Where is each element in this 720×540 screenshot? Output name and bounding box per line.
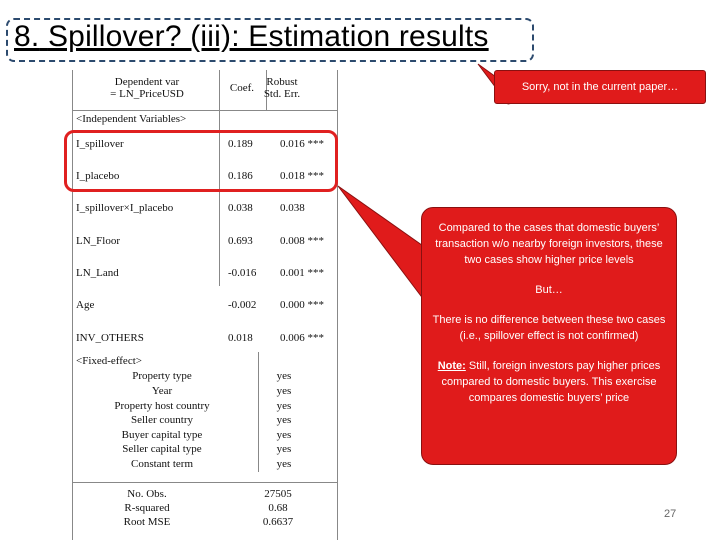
stat-value: 0.68 — [268, 502, 288, 514]
fe-value: yes — [276, 429, 292, 441]
page-number: 27 — [664, 508, 677, 520]
slide-title-number: 8. — [14, 20, 40, 53]
row-name: I_spillover×I_placebo — [76, 202, 174, 214]
fe-label: Seller capital type — [122, 443, 202, 455]
stat-label: Root MSE — [123, 516, 171, 528]
callout-big-paragraph-3: There is no difference between these two cases (i.e., spillover effect is not confirmed) — [432, 314, 666, 342]
row-coef: 0.038 — [228, 202, 253, 214]
row-se: 0.038 — [280, 202, 305, 214]
fe-value: yes — [276, 414, 292, 426]
row-coef: 0.018 — [228, 332, 253, 344]
row-name: INV_OTHERS — [76, 332, 144, 344]
slide-title-text: Spillover? (iii): Estimation results — [47, 20, 489, 53]
fe-value: yes — [276, 443, 292, 455]
note-label: Note: — [437, 360, 466, 372]
fe-value: yes — [276, 385, 292, 397]
row-se: 0.016 *** — [280, 138, 324, 150]
row-name: Age — [76, 299, 95, 311]
fe-label: Year — [151, 385, 173, 397]
callout-big-paragraph-1: Compared to the cases that domestic buyers’ transaction w/o nearby foreign investors, these two cases show higher price levels — [435, 222, 663, 266]
row-se: 0.018 *** — [280, 170, 324, 182]
stat-label: R-squared — [124, 502, 170, 514]
row-se: 0.000 *** — [280, 299, 324, 311]
row-name: I_spillover — [76, 138, 124, 150]
row-name: I_placebo — [76, 170, 120, 182]
header-se-line1: Robust — [266, 76, 298, 88]
row-name: LN_Floor — [76, 235, 120, 247]
row-se: 0.001 *** — [280, 267, 324, 279]
fe-label: Buyer capital type — [121, 429, 203, 441]
header-se-line2: Std. Err. — [263, 88, 301, 100]
big-callout-tail — [338, 186, 426, 300]
fe-label: Property type — [132, 370, 192, 382]
fe-value: yes — [276, 458, 292, 470]
callout-big-note — [432, 358, 666, 406]
row-se: 0.008 *** — [280, 235, 324, 247]
stat-value: 0.6637 — [262, 516, 294, 528]
fe-label: Constant term — [130, 458, 194, 470]
row-coef: 0.189 — [228, 138, 253, 150]
header-dep-line1: Dependent var — [114, 76, 180, 88]
fe-value: yes — [276, 370, 292, 382]
row-name: LN_Land — [76, 267, 119, 279]
callout-small — [494, 70, 706, 104]
header-dep-line2: = LN_PriceUSD — [110, 88, 184, 100]
row-se: 0.006 *** — [280, 332, 324, 344]
row-coef: -0.002 — [228, 299, 257, 311]
row-coef: -0.016 — [228, 267, 257, 279]
callout-small-text: Sorry, not in the current paper… — [521, 81, 679, 93]
note-text: Still, foreign investors pay higher prices compared to domestic buyers. This exercise compares domestic buyers’ price — [441, 360, 661, 404]
callout-big-paragraph-2: But… — [535, 284, 563, 296]
fe-label: Property host country — [114, 400, 210, 412]
fe-label: Seller country — [130, 414, 193, 426]
callout-big — [421, 207, 677, 465]
stat-value: 27505 — [264, 488, 292, 500]
row-coef: 0.186 — [228, 170, 253, 182]
header-coef: Coef. — [229, 82, 255, 94]
stat-label: No. Obs. — [127, 488, 167, 500]
fe-value: yes — [276, 400, 292, 412]
section-fixed-effect: <Fixed-effect> — [76, 355, 142, 367]
row-coef: 0.693 — [228, 235, 253, 247]
section-independent-variables: <Independent Variables> — [76, 113, 187, 125]
